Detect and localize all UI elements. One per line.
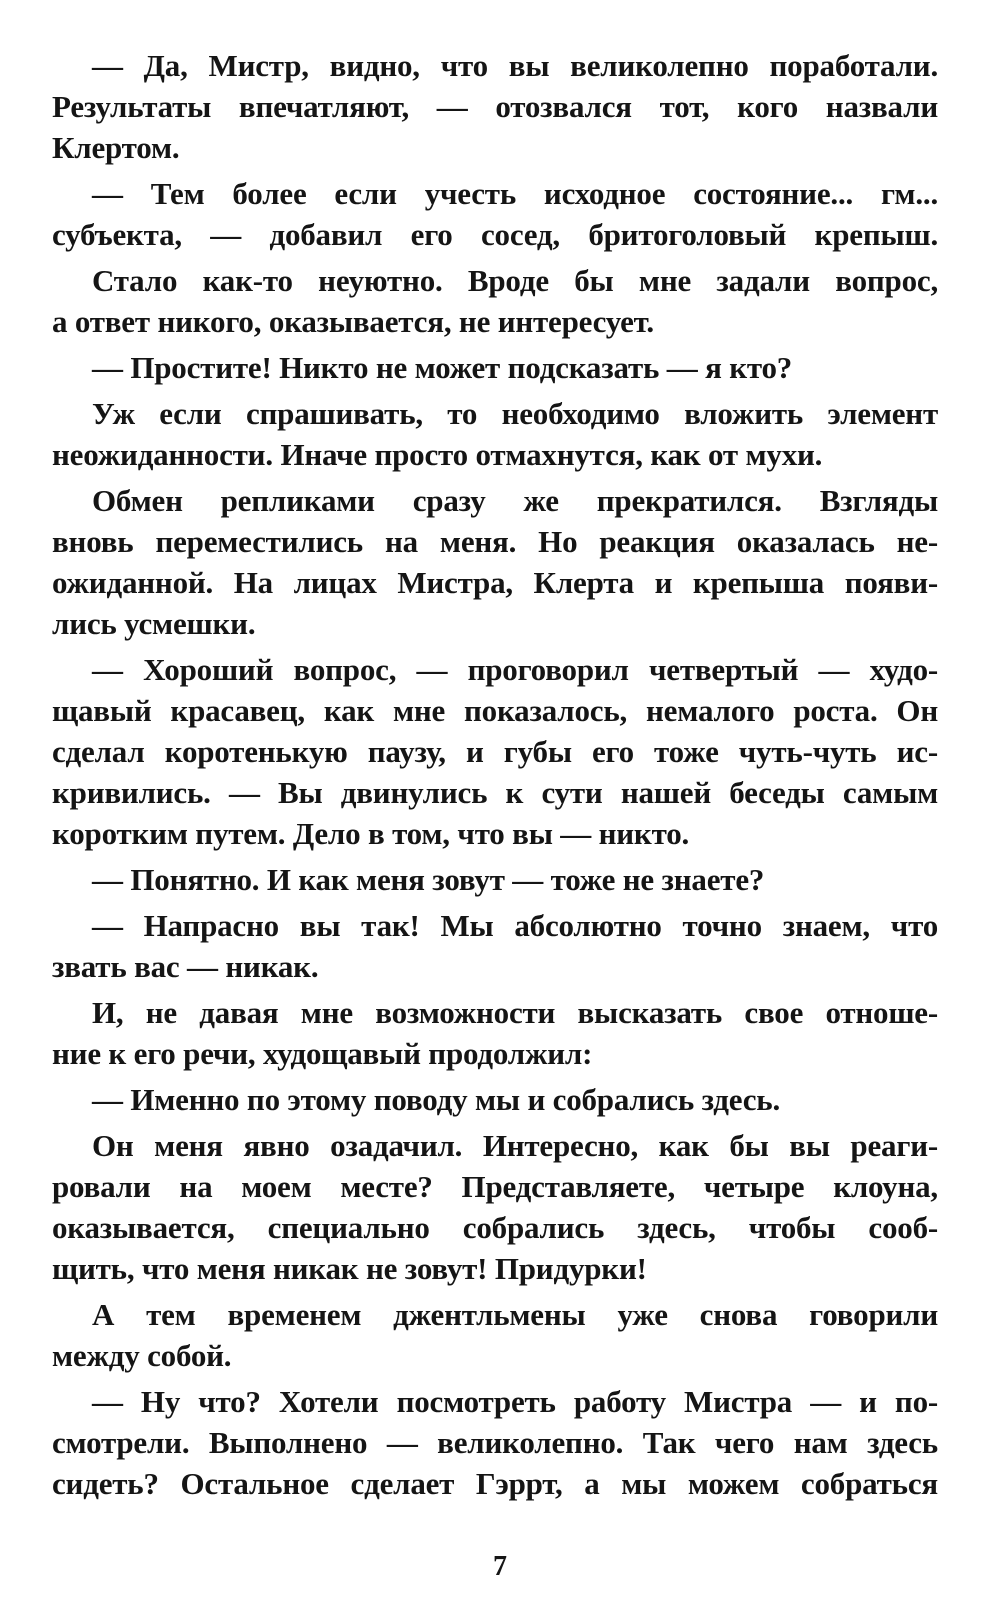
text-line: смотрели. Выполнено — великолепно. Так чего нам здесь [52, 1425, 938, 1460]
text-line: — Простите! Никто не может подсказать — я кто? [92, 350, 793, 385]
text-line: — Ну что? Хотели посмотреть работу Мистра — и по- [92, 1384, 938, 1419]
text-line: — Напрасно вы так! Мы абсолютно точно знаем, что [92, 908, 938, 943]
text-line: лись усмешки. [52, 606, 256, 641]
text-line: звать вас — никак. [52, 949, 319, 984]
text-line: ние к его речи, худощавый продолжил: [52, 1036, 593, 1071]
text-line: сделал коротенькую паузу, и губы его тоже чуть-чуть ис- [52, 734, 938, 769]
text-line: оказывается, специально собрались здесь, чтобы сооб- [52, 1210, 938, 1245]
text-line: Уж если спрашивать, то необходимо вложить элемент [92, 396, 938, 431]
text-line: Стало как-то неуютно. Вроде бы мне задали вопрос, [92, 263, 938, 298]
text-line: щавый красавец, как мне показалось, немалого роста. Он [52, 693, 938, 728]
text-line: Клертом. [52, 130, 180, 165]
text-line: — Да, Мистр, видно, что вы великолепно поработали. [92, 48, 938, 83]
text-line: неожиданности. Иначе просто отмахнутся, как от мухи. [52, 437, 823, 472]
text-line: — Хороший вопрос, — проговорил четвертый — худо- [92, 652, 938, 687]
text-line: сидеть? Остальное сделает Гэррт, а мы можем собраться [52, 1466, 938, 1501]
text-line: коротким путем. Дело в том, что вы — никто. [52, 816, 690, 851]
text-line: щить, что меня никак не зовут! Придурки! [52, 1251, 647, 1286]
text-line: А тем временем джентльмены уже снова говорили [92, 1297, 938, 1332]
text-line: а ответ никого, оказывается, не интересует. [52, 304, 654, 339]
page-number: 7 [493, 1551, 507, 1582]
text-line: — Именно по этому поводу мы и собрались здесь. [92, 1082, 780, 1117]
text-line: И, не давая мне возможности высказать свое отноше- [92, 995, 938, 1030]
text-line: Обмен репликами сразу же прекратился. Взгляды [92, 483, 938, 518]
text-line: ожиданной. На лицах Мистра, Клерта и крепыша появи- [52, 565, 938, 600]
text-line: кривились. — Вы двинулись к сути нашей беседы самым [52, 775, 938, 810]
text-line: Результаты впечатляют, — отозвался тот, кого назвали [52, 89, 938, 124]
book-page-text [52, 44, 938, 1544]
text-line: — Понятно. И как меня зовут — тоже не знаете? [92, 862, 765, 897]
text-line: Он меня явно озадачил. Интересно, как бы вы реаги- [92, 1128, 938, 1163]
text-line: ровали на моем месте? Представляете, четыре клоуна, [52, 1169, 938, 1204]
text-line: вновь переместились на меня. Но реакция оказалась не- [52, 524, 938, 559]
text-line: — Тем более если учесть исходное состояние... гм... [92, 176, 938, 211]
text-line: между собой. [52, 1338, 232, 1373]
text-line: субъекта, — добавил его сосед, бритоголовый крепыш. [52, 217, 938, 252]
